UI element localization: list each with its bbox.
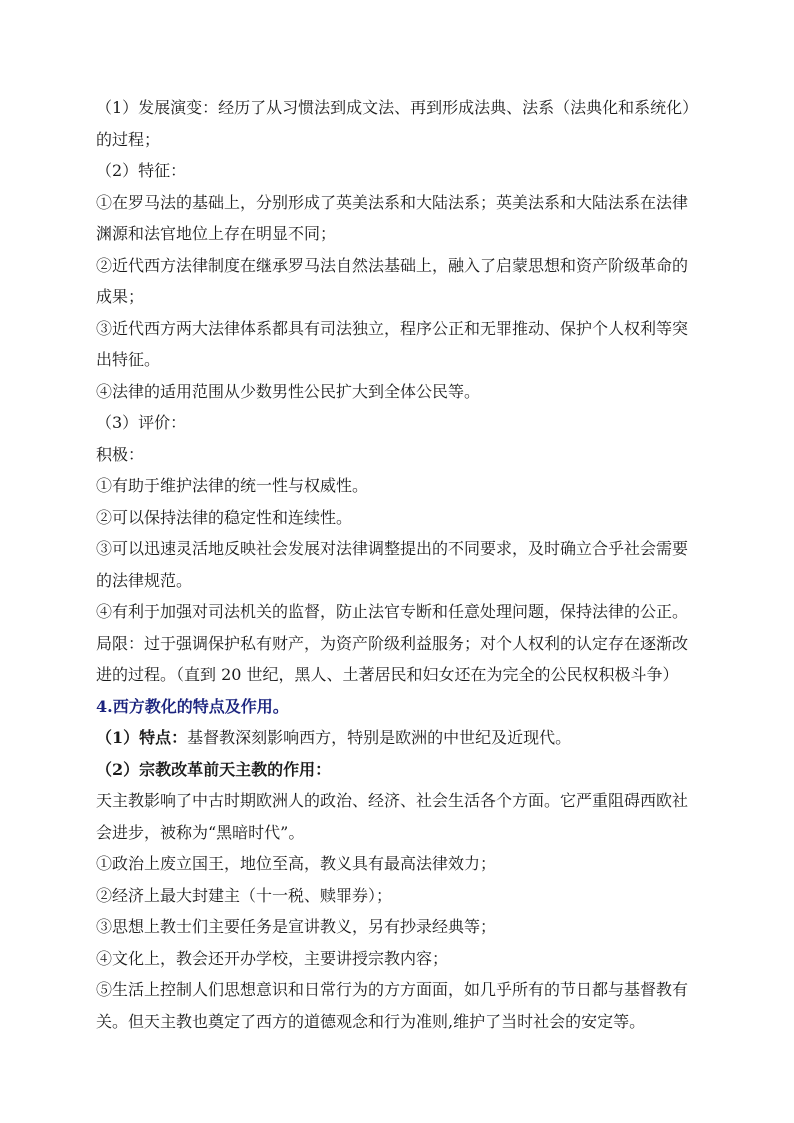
role-intro: 天主教影响了中古时期欧洲人的政治、经济、社会生活各个方面。它严重阻碍西欧社会进步，被称为“黑暗时代”。 [96,791,689,842]
paragraph-features-heading: （2）特征： [96,161,187,180]
trait-label: （1）特点： [96,728,188,747]
paragraph-feature-3: ③近代西方两大法律体系都具有司法独立，程序公正和无罪推动、保护个人权利等突出特征。 [96,318,689,369]
paragraph-positive-label: 积极： [96,444,145,464]
role-item-economy: ②经济上最大封建主（十一税、赎罪券）； [96,885,393,905]
document-page [96,92,702,1037]
role-item-thought: ③思想上教士们主要任务是宣讲教义，另有抄录经典等； [96,917,497,936]
role-item-life: ⑤生活上控制人们思想意识和日常行为的方方面面，如几乎所有的节日都与基督教有关。但天主教也奠定了西方的道德观念和行为准则,维护了当时社会的安定等。 [96,980,689,1031]
paragraph-positive-1: ①有助于维护法律的统一性与权威性。 [96,476,369,495]
paragraph-feature-2: ②近代西方法律制度在继承罗马法自然法基础上，融入了启蒙思想和资产阶级革命的成果； [96,255,689,306]
trait-text: 基督教深刻影响西方，特别是欧洲的中世纪及近现代。 [187,728,572,747]
paragraph-evolution: （1）发展演变：经历了从习惯法到成文法、再到形成法典、法系（法典化和系统化）的过程； [96,98,699,149]
section-4-trait [96,722,702,754]
section-4-heading: 4.西方教化的特点及作用。 [96,696,289,716]
paragraph-limitations: 局限：过于强调保护私有财产，为资产阶级利益服务；对个人权利的认定存在逐渐改进的过程。（直到 20 世纪，黑人、土著居民和妇女还在为完全的公民权积极斗争） [96,633,689,684]
role-item-culture: ④文化上，教会还开办学校，主要讲授宗教内容； [96,948,449,968]
paragraph-evaluation-heading: （3）评价： [96,413,187,432]
paragraph-feature-1: ①在罗马法的基础上，分别形成了英美法系和大陆法系；英美法系和大陆法系在法律渊源和法官地位上存在明显不同； [96,192,689,243]
paragraph-positive-4: ④有利于加强对司法机关的监督，防止法官专断和任意处理问题，保持法律的公正。 [96,602,689,621]
paragraph-positive-2: ②可以保持法律的稳定性和连续性。 [96,507,353,527]
section-4-role-label: （2）宗教改革前天主教的作用： [96,759,332,779]
paragraph-positive-3: ③可以迅速灵活地反映社会发展对法律调整提出的不同要求，及时确立合乎社会需要的法律规范。 [96,539,689,590]
role-item-politics: ①政治上废立国王，地位至高，教义具有最高法律效力； [96,854,497,873]
paragraph-feature-4: ④法律的适用范围从少数男性公民扩大到全体公民等。 [96,381,481,401]
